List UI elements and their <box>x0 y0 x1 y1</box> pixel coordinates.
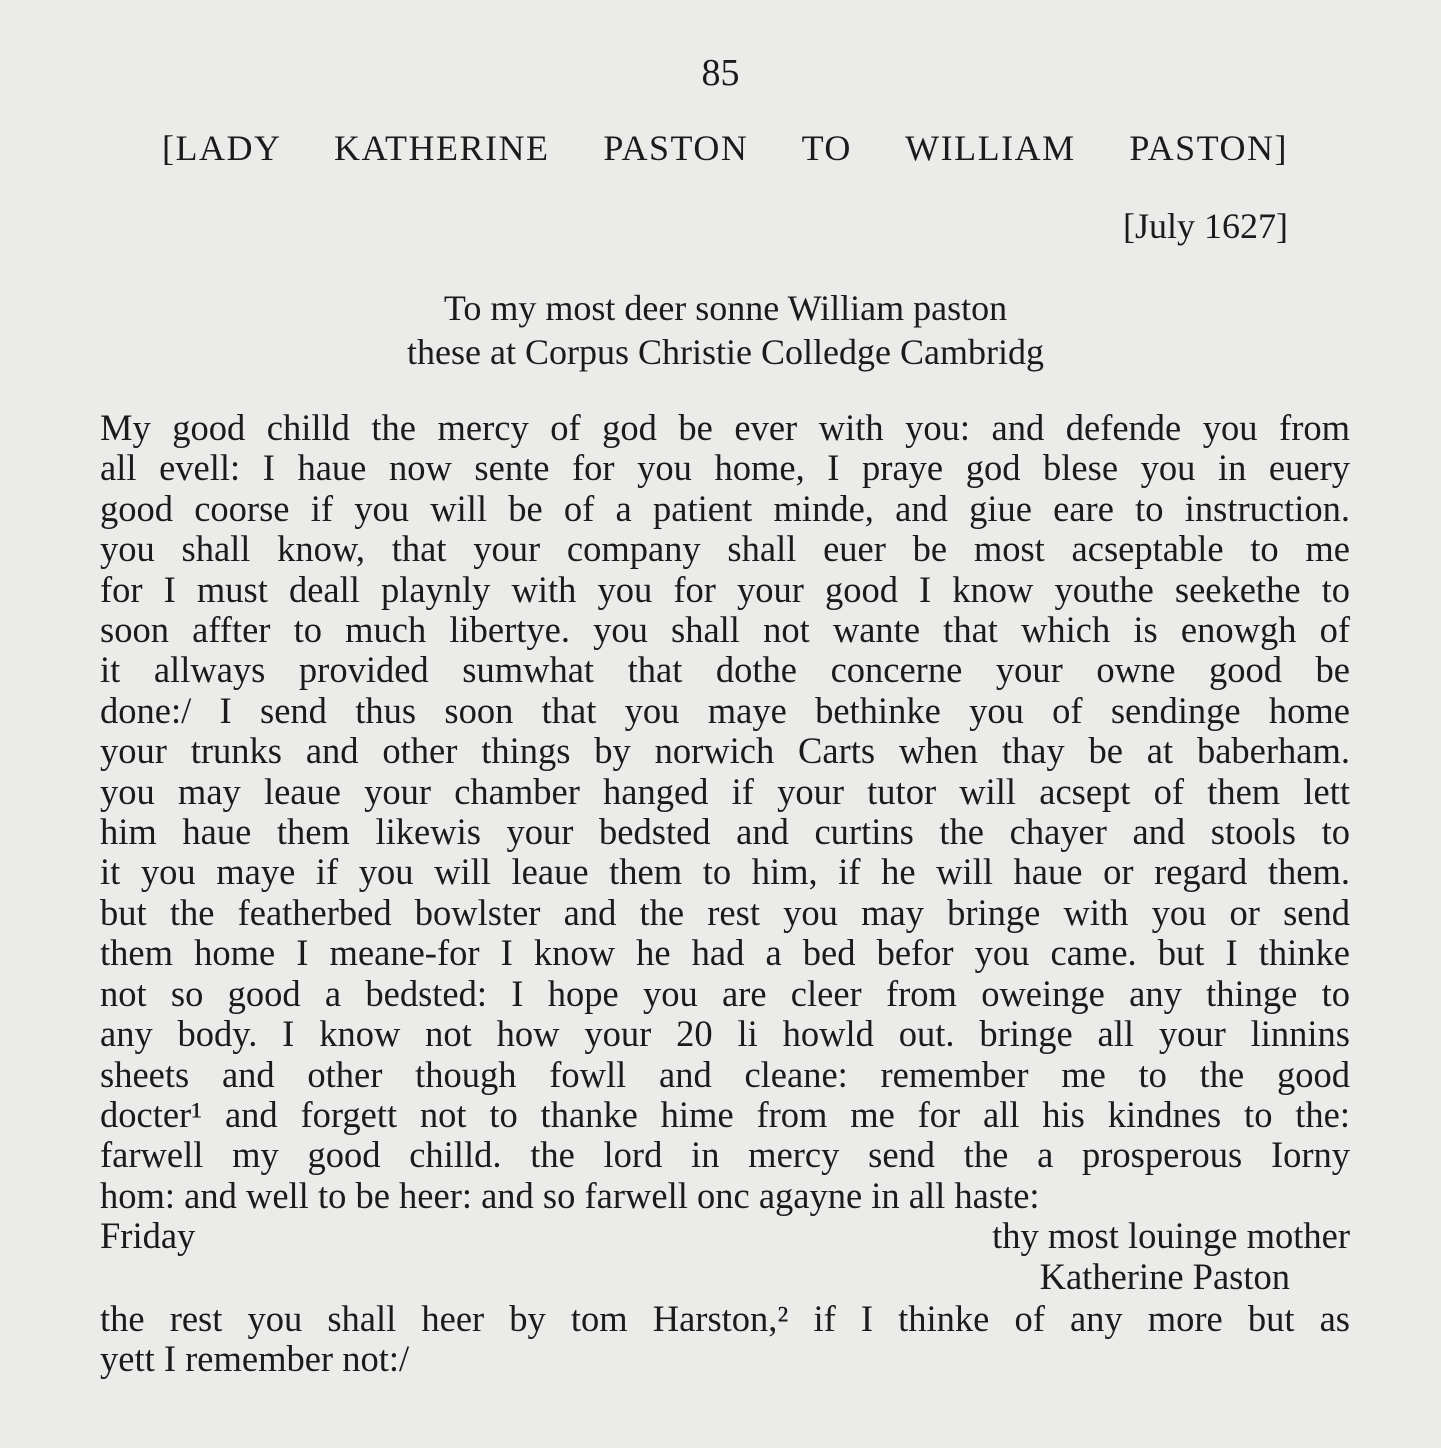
letter-line: him haue them likewis your bedsted and curtins the chayer and stools to <box>100 811 1350 853</box>
closing-day: Friday <box>100 1215 196 1257</box>
address-line-1: To my most deer sonne William paston <box>443 288 1008 328</box>
letter-line: you may leaue your chamber hanged if your tutor will acsept of them lett <box>100 770 1350 812</box>
letter-line: hom: and well to be heer: and so farwell onc agayne in all haste: <box>100 1174 1040 1216</box>
letter-line: not so good a bedsted: I hope you are cleer from oweinge any thinge to <box>100 972 1350 1014</box>
letter-address <box>0 286 1441 374</box>
letter-line: your trunks and other things by norwich Carts when thay be at baberham. <box>100 730 1350 772</box>
letter-line: you shall know, that your company shall euer be most acseptable to me <box>100 528 1350 570</box>
letter-body <box>100 408 1350 1380</box>
address-line-2: these at Corpus Christie Colledge Cambridg <box>407 332 1044 372</box>
letter-line: for I must deall playnly with you for your good I know youthe seekethe to <box>100 568 1350 610</box>
letter-line: farwell my good chilld. the lord in mercy send the a prosperous Iorny <box>100 1134 1350 1176</box>
letter-line: but the featherbed bowlster and the rest you may bringe with you or send <box>100 891 1350 933</box>
letter-date: [July 1627] <box>1123 206 1288 246</box>
letter-line: My good chilld the mercy of god be ever with you: and defende you from <box>100 407 1350 448</box>
closing-row <box>100 1216 1350 1256</box>
letter-line: soon affter to much libertye. you shall not wante that which is enowgh of <box>100 609 1350 651</box>
signature: Katherine Paston <box>1039 1255 1290 1297</box>
letter-line: good coorse if you will be of a patient minde, and giue eare to instruction. <box>100 487 1350 529</box>
letter-line: all evell: I haue now sente for you home, I praye god blese you in euery <box>100 447 1350 489</box>
letter-line: it you maye if you will leaue them to him, if he will haue or regard them. <box>100 851 1350 893</box>
letter-line: any body. I know not how your 20 li howld out. bringe all your linnins <box>100 1013 1350 1055</box>
letter-line: it allways provided sumwhat that dothe concerne your owne good be <box>100 649 1350 691</box>
postscript-line: the rest you shall heer by tom Harston,² if I thinke of any more but as <box>100 1297 1350 1339</box>
letter-line: docter¹ and forgett not to thanke hime from me for all his kindnes to the: <box>100 1093 1350 1135</box>
letter-line: them home I meane-for I know he had a bed befor you came. but I thinke <box>100 932 1350 974</box>
postscript-line: yett I remember not:/ <box>100 1338 410 1380</box>
postscript <box>100 1299 1350 1380</box>
page-number: 85 <box>701 52 740 94</box>
closing-valediction: thy most louinge mother <box>992 1215 1350 1257</box>
letter-line: sheets and other though fowll and cleane: remember me to the good <box>100 1053 1350 1095</box>
letter-line: done:/ I send thus soon that you maye bethinke you of sendinge home <box>100 689 1350 731</box>
letter-heading: [LADY KATHERINE PASTON TO WILLIAM PASTON] <box>162 128 1288 168</box>
